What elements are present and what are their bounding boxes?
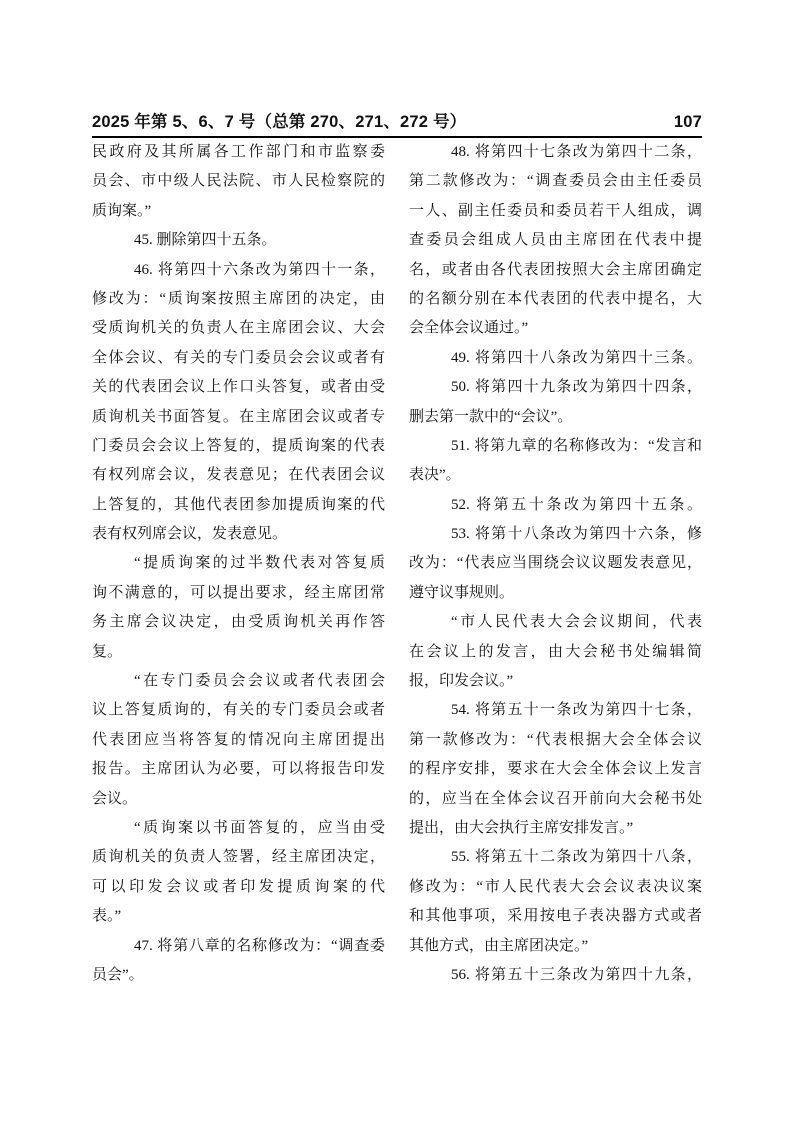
page-header <box>92 108 702 138</box>
text-line: “质询案以书面答复的，应当由受 <box>134 819 385 836</box>
text-line: 全体会议、有关的专门委员会会议或者有 <box>92 349 385 366</box>
text-line: 修改为：“市人民代表大会会议表决议案 <box>409 878 702 895</box>
text-line: 表决”。 <box>409 467 461 484</box>
text-line: 会议。 <box>92 790 138 807</box>
text-line: 的名额分别在本代表团的代表中提名，大 <box>409 290 702 307</box>
text-line: 查委员会组成人员由主席团在代表中提 <box>409 232 702 249</box>
text-line: “市人民代表大会会议期间，代表 <box>451 614 702 631</box>
text-line: 会全体会议通过。” <box>409 320 529 337</box>
text-line: 在会议上的发言，由大会秘书处编辑简 <box>409 643 702 660</box>
text-line: 报告。主席团认为必要，可以将报告印发 <box>92 761 385 778</box>
header-issue-info: 2025 年第 5、6、7 号（总第 270、271、272 号） <box>92 113 467 131</box>
text-line: 名，或者由各代表团按照大会主席团确定 <box>409 261 702 278</box>
text-line: 务主席会议决定，由受质询机关再作答 <box>92 614 385 631</box>
text-line: 改为：“代表应当围绕会议议题发表意见， <box>409 555 702 572</box>
text-line: 53. 将第十八条改为第四十六条，修 <box>451 526 702 543</box>
text-line: 可以印发会议或者印发提质询案的代 <box>92 878 385 895</box>
article-body <box>92 138 702 990</box>
text-line: 的程序安排，要求在大会全体会议上发言 <box>409 761 702 778</box>
text-line: 民政府及其所属各工作部门和市监察委 <box>92 144 385 160</box>
text-line: 门委员会会议上答复的，提质询案的代表 <box>92 437 385 454</box>
text-line: 质询机关的负责人签署，经主席团决定， <box>92 849 385 866</box>
text-line: 员会、市中级人民法院、市人民检察院的 <box>92 173 385 190</box>
text-line: 的，应当在全体会议召开前向大会秘书处 <box>409 790 702 807</box>
text-line: 关的代表团会议上作口头答复，或者由受 <box>92 379 385 396</box>
text-line: 45. 删除第四十五条。 <box>134 232 277 249</box>
text-line: 第二款修改为：“调查委员会由主任委员 <box>409 173 702 190</box>
text-line: 受质询机关的负责人在主席团会议、大会 <box>92 320 385 337</box>
text-line: 代表团应当将答复的情况向主席团提出 <box>92 731 385 748</box>
text-line: 其他方式，由主席团决定。” <box>409 937 589 954</box>
text-line: 一人、副主任委员和委员若干人组成，调 <box>409 202 702 219</box>
text-line: 48. 将第四十七条改为第四十二条， <box>451 144 702 160</box>
text-line: “在专门委员会会议或者代表团会 <box>134 673 385 690</box>
text-line: 报，印发会议。” <box>409 673 514 690</box>
text-line: 47. 将第八章的名称修改为：“调查委 <box>134 937 385 954</box>
text-line: 删去第一款中的“会议”。 <box>409 408 573 425</box>
text-line: 修改为：“质询案按照主席团的决定，由 <box>92 290 385 307</box>
text-line: 表。” <box>92 908 122 925</box>
text-line: 54. 将第五十一条改为第四十七条， <box>451 702 702 719</box>
text-line: 56. 将第五十三条改为第四十九条， <box>451 966 702 983</box>
text-line: 55. 将第五十二条改为第四十八条， <box>451 849 702 866</box>
column-left <box>92 138 385 990</box>
text-line: 49. 将第四十八条改为第四十三条。 <box>451 349 702 366</box>
text-line: “提质询案的过半数代表对答复质 <box>134 555 385 572</box>
text-line: 表有权列席会议，发表意见。 <box>92 526 288 543</box>
header-page-number: 107 <box>673 113 702 131</box>
text-line: 第一款修改为：“代表根据大会全体会议 <box>409 731 702 748</box>
text-line: 复。 <box>92 643 123 660</box>
text-line: 和其他事项，采用按电子表决器方式或者 <box>409 908 702 925</box>
text-line: 遵守议事规则。 <box>409 584 515 601</box>
text-line: 上答复的，其他代表团参加提质询案的代 <box>92 496 385 513</box>
text-line: 质询机关书面答复。在主席团会议或者专 <box>92 408 385 425</box>
text-line: 50. 将第四十九条改为第四十四条， <box>451 379 702 396</box>
text-line: 有权列席会议，发表意见；在代表团会议 <box>92 467 385 484</box>
text-line: 议上答复质询的，有关的专门委员会或者 <box>92 702 385 719</box>
text-line: 询不满意的，可以提出要求，经主席团常 <box>92 584 385 601</box>
text-line: 提出，由大会执行主席安排发言。” <box>409 819 634 836</box>
text-line: 52. 将第五十条改为第四十五条。 <box>451 496 702 513</box>
text-line: 51. 将第九章的名称修改为：“发言和 <box>451 437 702 454</box>
text-line: 员会”。 <box>92 966 144 983</box>
column-right <box>409 138 702 990</box>
text-line: 质询案。” <box>92 202 152 219</box>
text-line: 46. 将第四十六条改为第四十一条， <box>134 261 385 278</box>
